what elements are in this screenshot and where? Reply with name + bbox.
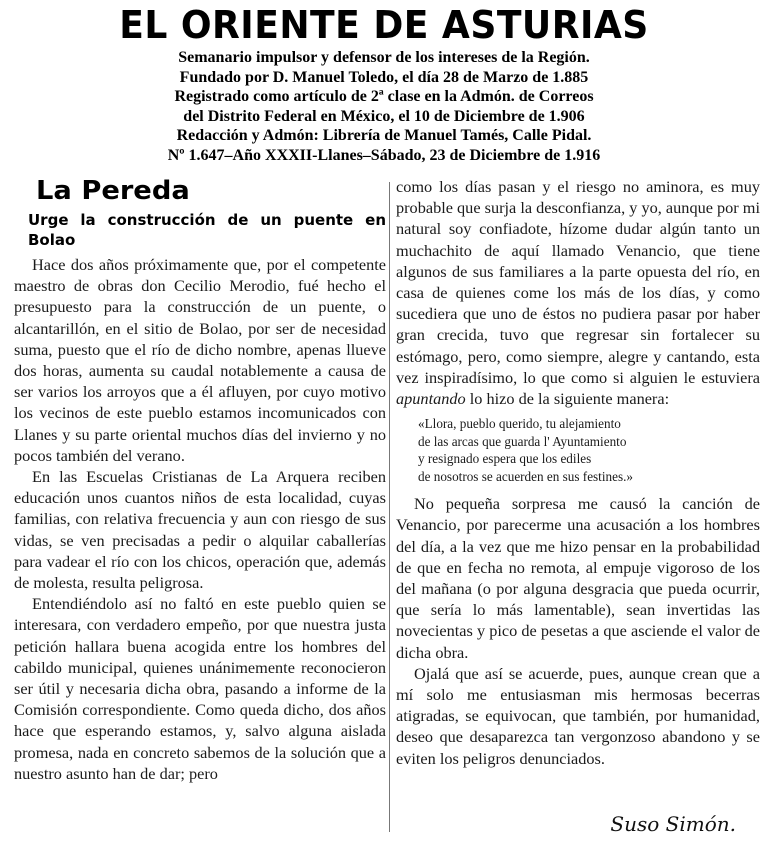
verse-line: de las arcas que guarda l' Ayuntamiento bbox=[418, 433, 627, 449]
verse-line: y resignado espera que los ediles bbox=[418, 451, 592, 467]
paragraph-text: lo hizo de la siguiente manera: bbox=[469, 389, 670, 409]
paragraph: Ojalá que así se acuerde, pues, aunque crean que a mí solo me entusiasman mis hermosas becerras atigradas, se equivocan, que también, por humanidad, deseo que desaparezca tan vergonzoso abandono y se eviten los peligros denunciados. bbox=[396, 663, 760, 768]
paragraph-continued bbox=[396, 176, 760, 409]
paragraph-text: como los días pasan y el riesgo no aminora, es muy probable que surja la desconfianza, y yo, aunque por mi natural soy confiadote, hízome dudar algún tanto un muchachito de aquí llamado Venancio, que tiene algunos de sus familiares a la parte opuesta del río, en casa de quienes come los más de los días, y como sucediera que uno de éstos no pudiera pasar por haber gran crecida, tuvo que regresar sin fortalecer su estómago, pero, como siempre, alegre y cantando, esta vez inspiradísimo, lo que como si alguien le estuviera bbox=[396, 177, 760, 387]
emphasis-text: apuntando bbox=[396, 389, 466, 409]
column-right bbox=[396, 176, 760, 769]
masthead-line: Semanario impulsor y defensor de los intereses de la Región. bbox=[178, 49, 590, 66]
headline: Urge la construcción de un puente en Bolao bbox=[28, 211, 386, 249]
paragraph: Hace dos años próximamente que, por el competente maestro de obras don Cecilio Merodio, fué hecho el presupuesto para la construcción de un puente, o alcantarillón, en el sitio de Bolao, por ser de necesidad suma, puesto que el río de dicho nombre, apenas llueve dos horas, aumenta su caudal notablemente a causa de ser varios los arroyos que a él afluyen, por cuyo motivo los vecinos de este pueblo estamos incomunicados con Llanes y su parte oriental muchos días del invierno y no pocos también del verano. bbox=[14, 255, 386, 465]
verse-block bbox=[418, 415, 760, 485]
paragraph: Entendiéndolo así no faltó en este pueblo quien se interesara, con verdadero empeño, por que nuestra justa petición hallara buena acogida entre los hombres del cabildo municipal, quienes unánimemente reconocieron ser útil y necesaria dicha obra, pasando a informe de la Comisión correspondiente. Como queda dicho, dos años hace que esperando estamos, y, salvo alguna aislada promesa, nada en concreto sabemos de la solución que a nuestro asunto han de dar; pero bbox=[14, 594, 386, 783]
verse-line: «Llora, pueblo querido, tu alejamiento bbox=[418, 416, 621, 432]
column-divider bbox=[389, 182, 390, 832]
issue-info: Nº 1.647–Año XXXII-Llanes–Sábado, 23 de Diciembre de 1.916 bbox=[167, 146, 601, 164]
masthead-line: Redacción y Admón: Librería de Manuel Tamés, Calle Pidal. bbox=[176, 127, 592, 144]
paragraph: En las Escuelas Cristianas de La Arquera reciben educación unos cuantos niños de esta localidad, cuyas familias, con relativa frecuencia y aun con riesgo de sus vidas, se ven precisadas a pedir o alquilar caballerías para vadear el río con los chicos, operación que, además de molesta, resulta peligrosa. bbox=[14, 467, 386, 593]
article bbox=[8, 176, 760, 844]
masthead-line: del Distrito Federal en México, el 10 de Diciembre de 1.906 bbox=[183, 107, 585, 125]
verse-line: de nosotros se acuerden en sus festines.» bbox=[418, 468, 633, 484]
masthead bbox=[0, 0, 768, 178]
section-title: La Pereda bbox=[36, 176, 190, 206]
masthead-line: Registrado como artículo de 2ª clase en la Admón. de Correos bbox=[174, 88, 594, 105]
column-left bbox=[14, 176, 386, 784]
newspaper-title: EL ORIENTE DE ASTURIAS bbox=[119, 3, 649, 47]
author-signature: Suso Simón. bbox=[610, 812, 736, 836]
paragraph: No pequeña sorpresa me causó la canción de Venancio, por parecerme una acusación a los hombres del día, a la vez que me hizo pensar en la probabilidad de que en fecha no remota, al empuje vigoroso de los del mañana (o por alguna desgracia que pueda ocurrir, que sería lo más lamentable), sean invertidas las novecientas y pico de pesetas a que asciende el valor de dicha obra. bbox=[396, 494, 760, 662]
masthead-line: Fundado por D. Manuel Toledo, el día 28 de Marzo de 1.885 bbox=[179, 68, 589, 86]
